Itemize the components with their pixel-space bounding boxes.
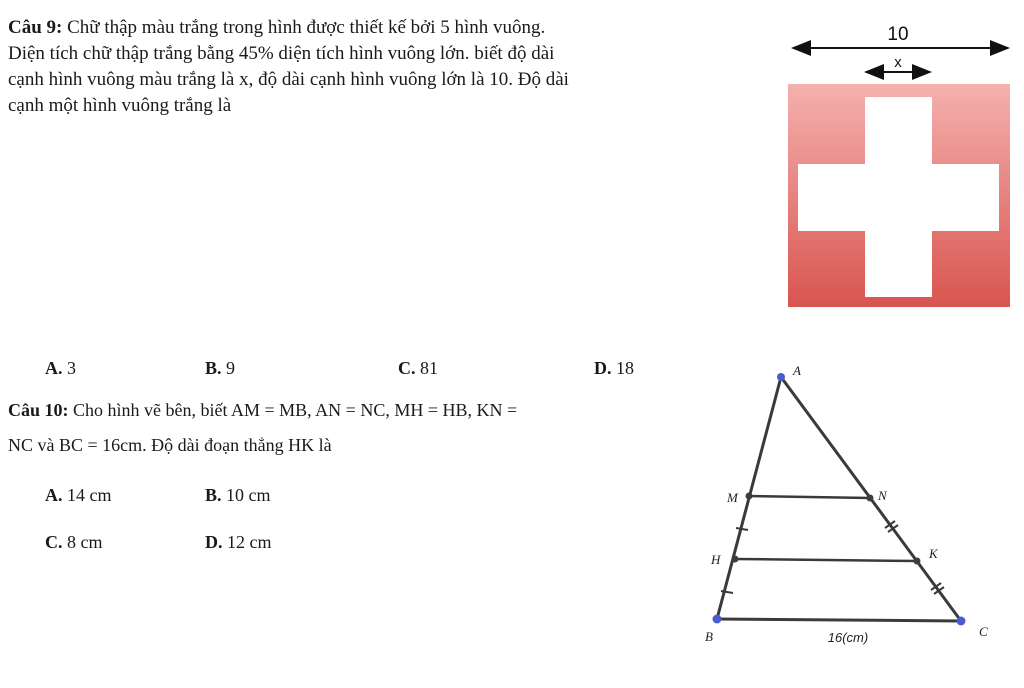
label-c: C xyxy=(979,624,988,639)
q10-line-2: NC và BC = 16cm. Độ dài đoạn thẳng HK là xyxy=(8,435,332,455)
q10-line-1: Câu 10: Cho hình vẽ bên, biết AM = MB, AN = NC, MH = HB, KN = xyxy=(8,400,518,420)
q9-option-c[interactable]: C. 81 xyxy=(398,358,438,378)
tick-mh xyxy=(736,528,748,530)
point-c xyxy=(957,617,966,626)
q9-option-b[interactable]: B. 9 xyxy=(205,358,236,378)
label-n: N xyxy=(878,488,887,503)
label-b: B xyxy=(705,629,713,644)
q9-number: Câu 9: xyxy=(8,17,63,38)
segment-hk xyxy=(735,559,917,561)
q9-line-2: Diện tích chữ thập trắng bằng 45% diện tích hình vuông lớn. biết độ dài xyxy=(8,43,555,64)
small-side-label: x xyxy=(894,54,902,71)
q9-line-3: cạnh hình vuông màu trắng là x, độ dài cạnh hình vuông lớn là 10. Độ dài xyxy=(8,69,569,90)
point-b xyxy=(713,615,722,624)
label-k: K xyxy=(929,546,938,561)
segment-mn xyxy=(749,496,870,498)
side-bc xyxy=(717,619,961,621)
q9-option-a[interactable]: A. 3 xyxy=(45,358,76,378)
point-m xyxy=(746,493,753,500)
point-n xyxy=(867,495,874,502)
q9-line-4: cạnh một hình vuông trắng là xyxy=(8,95,232,116)
label-h: H xyxy=(711,552,721,567)
q9-option-d[interactable]: D. 18 xyxy=(594,358,634,378)
q10-option-d[interactable]: D. 12 cm xyxy=(205,532,272,552)
point-k xyxy=(914,558,921,565)
q10-option-b[interactable]: B. 10 cm xyxy=(205,485,271,505)
q10-option-a[interactable]: A. 14 cm xyxy=(45,485,112,505)
big-side-label: 10 xyxy=(887,24,909,45)
point-a xyxy=(777,373,785,381)
label-bc-length: 16(cm) xyxy=(827,630,869,645)
q10-option-c[interactable]: C. 8 cm xyxy=(45,532,103,552)
q10-number: Câu 10: xyxy=(8,400,69,420)
label-m: M xyxy=(727,490,738,505)
label-a: A xyxy=(793,363,801,378)
q9-line-1: Câu 9: Chữ thập màu trắng trong hình được thiết kế bởi 5 hình vuông. xyxy=(8,17,546,38)
point-h xyxy=(732,556,739,563)
